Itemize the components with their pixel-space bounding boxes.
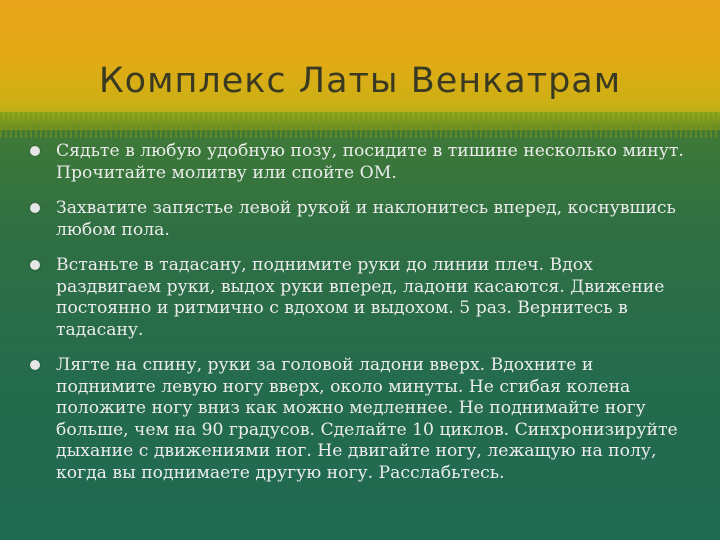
bullet-list xyxy=(30,141,695,498)
list-item xyxy=(30,355,695,484)
bullet-text: Сядьте в любую удобную позу, посидите в тишине несколько минут. Прочитайте молитву или спойте ОМ. xyxy=(56,141,684,183)
list-item xyxy=(30,141,695,184)
bullet-dot-icon xyxy=(30,260,40,270)
bullet-text: Захватите запястье левой рукой и наклонитесь вперед, коснувшись любом пола. xyxy=(56,198,676,240)
list-item xyxy=(30,255,695,341)
slide-title: Комплекс Латы Венкатрам xyxy=(98,61,622,102)
list-item xyxy=(30,198,695,241)
bullet-dot-icon xyxy=(30,146,40,156)
bullet-dot-icon xyxy=(30,360,40,370)
bullet-text: Лягте на спину, руки за головой ладони вверх. Вдохните и поднимите левую ногу вверх, около минуты. Не сгибая колена положите ногу вниз как можно медленнее. Не поднимайте ногу больше, чем на 90 градусов. Сделайте 10 циклов. Синхронизируйте дыхание с движениями ног. Не двигайте ногу, лежащую на полу, когда вы поднимаете другую ногу. Расслабьтесь. xyxy=(56,355,678,483)
bullet-text: Встаньте в тадасану, поднимите руки до линии плеч. Вдох раздвигаем руки, выдох руки вперед, ладони касаются. Движение постоянно и ритмично с вдохом и выдохом. 5 раз. Вернитесь в тадасану. xyxy=(56,255,665,340)
banner-fringe xyxy=(0,112,720,138)
bullet-dot-icon xyxy=(30,203,40,213)
